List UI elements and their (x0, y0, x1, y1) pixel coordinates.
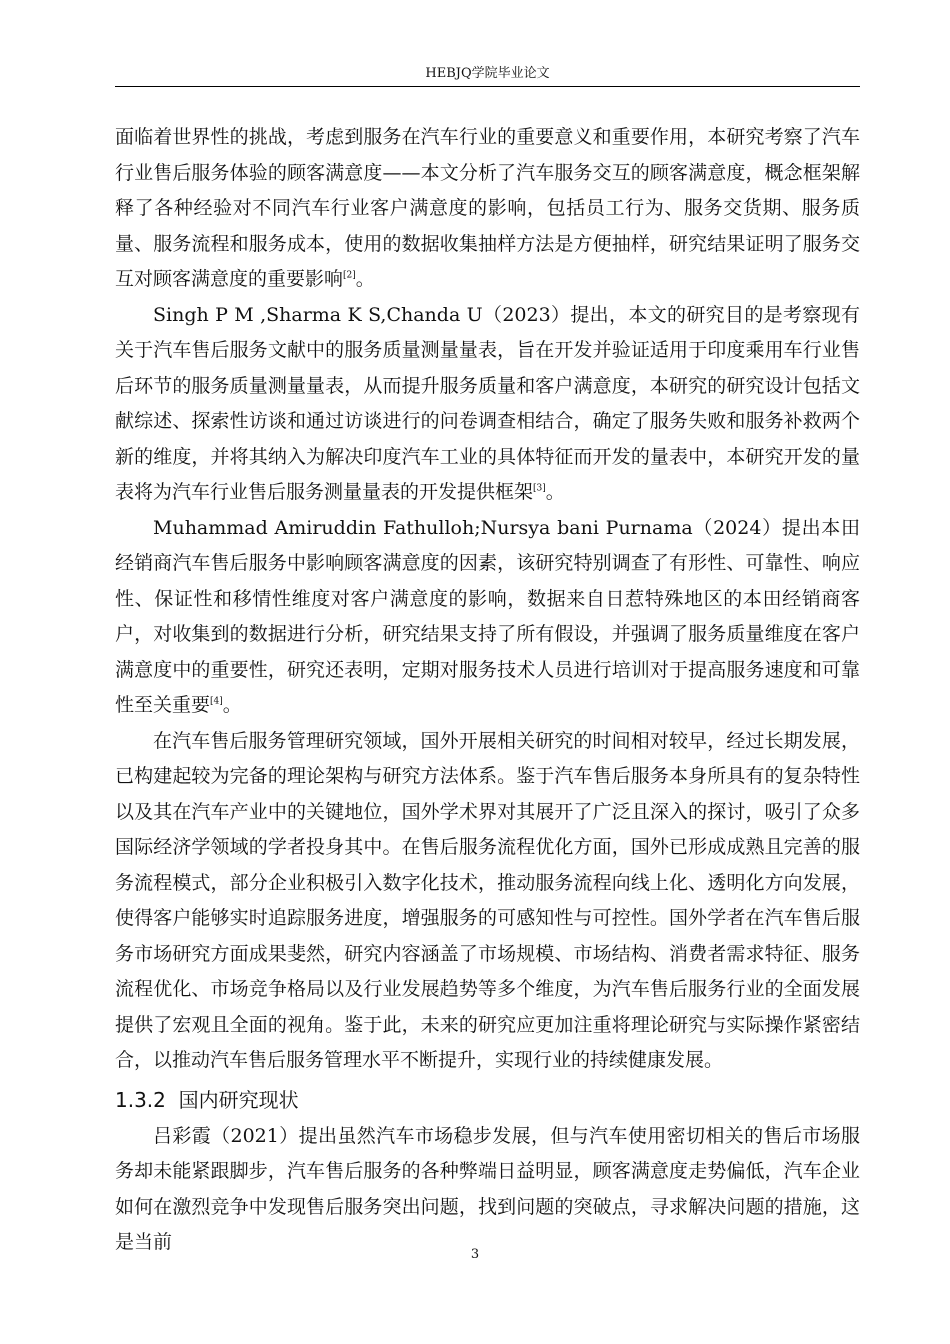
paragraph-2 (115, 298, 860, 511)
paragraph-2-end: 。 (545, 481, 565, 503)
page-number: 3 (470, 1247, 480, 1262)
header-title: HEBJQ学院毕业论文 (425, 66, 550, 81)
paragraph-4-text: 在汽车售后服务管理研究领域，国外开展相关研究的时间相对较早，经过长期发展，已构建起较为完备的理论架构与研究方法体系。鉴于汽车售后服务本身所具有的复杂特性以及其在汽车产业中的关键地位，国外学术界对其展开了广泛且深入的探讨，吸引了众多国际经济学领域的学者投身其中。在售后服务流程优化方面，国外已形成成熟且完善的服务流程模式，部分企业积极引入数字化技术，推动服务流程向线上化、透明化方向发展，使得客户能够实时追踪服务进度，增强服务的可感知性与可控性。国外学者在汽车售后服务市场研究方面成果斐然，研究内容涵盖了市场规模、市场结构、消费者需求特征、服务流程优化、市场竞争格局以及行业发展趋势等多个维度，为汽车售后服务行业的全面发展提供了宏观且全面的视角。鉴于此，未来的研究应更加注重将理论研究与实际操作紧密结合，以推动汽车售后服务管理水平不断提升，实现行业的持续健康发展。 (115, 729, 860, 1071)
body-text (115, 120, 860, 1261)
section-number: 1.3.2 (115, 1087, 166, 1112)
paragraph-3 (115, 511, 860, 724)
paragraph-5-text: 吕彩霞（2021）提出虽然汽车市场稳步发展，但与汽车使用密切相关的售后市场服务却未能紧跟脚步，汽车售后服务的各种弊端日益明显，顾客满意度走势偏低，汽车企业如何在激烈竞争中发现售后服务突出问题，找到问题的突破点，寻求解决问题的措施，这是当前 (115, 1124, 860, 1253)
paragraph-1-text: 面临着世界性的挑战，考虑到服务在汽车行业的重要意义和重要作用，本研究考察了汽车行业售后服务体验的顾客满意度——本文分析了汽车服务交互的顾客满意度，概念框架解释了各种经验对不同汽车行业客户满意度的影响，包括员工行为、服务交货期、服务质量、服务流程和服务成本，使用的数据收集抽样方法是方便抽样，研究结果证明了服务交互对顾客满意度的重要影响 (115, 126, 860, 290)
paragraph-1 (115, 120, 860, 298)
citation-2: [2] (343, 270, 356, 281)
paragraph-2-text: Singh P M ,Sharma K S,Chanda U（2023）提出，本文的研究目的是考察现有关于汽车售后服务文献中的服务质量测量量表，旨在开发并验证适用于印度乘用车行业售后环节的服务质量测量量表，从而提升服务质量和客户满意度，本研究的研究设计包括文献综述、探索性访谈和通过访谈进行的问卷调查相结合，确定了服务失败和服务补救两个新的维度，并将其纳入为解决印度汽车工业的具体特征而开发的量表中，本研究开发的量表将为汽车行业售后服务测量量表的开发提供框架 (115, 303, 860, 503)
paragraph-3-text: Muhammad Amiruddin Fathulloh;Nursya bani Purnama（2024）提出本田经销商汽车售后服务中影响顾客满意度的因素，该研究特别调查了有形性、可靠性、响应性、保证性和移情性维度对客户满意度的影响，数据来自日惹特殊地区的本田经销商客户，对收集到的数据进行分析，研究结果支持了所有假设，并强调了服务质量维度在客户满意度中的重要性，研究还表明，定期对服务技术人员进行培训对于提高服务速度和可靠性至关重要 (115, 516, 860, 716)
citation-4: [4] (210, 696, 223, 707)
paragraph-3-end: 。 (222, 694, 242, 716)
paragraph-5 (115, 1119, 860, 1261)
page-header (115, 62, 860, 87)
paragraph-4 (115, 724, 860, 1079)
citation-3: [3] (533, 483, 546, 494)
paragraph-1-end: 。 (355, 268, 375, 290)
section-heading (115, 1081, 860, 1119)
section-title: 国内研究现状 (178, 1087, 299, 1112)
